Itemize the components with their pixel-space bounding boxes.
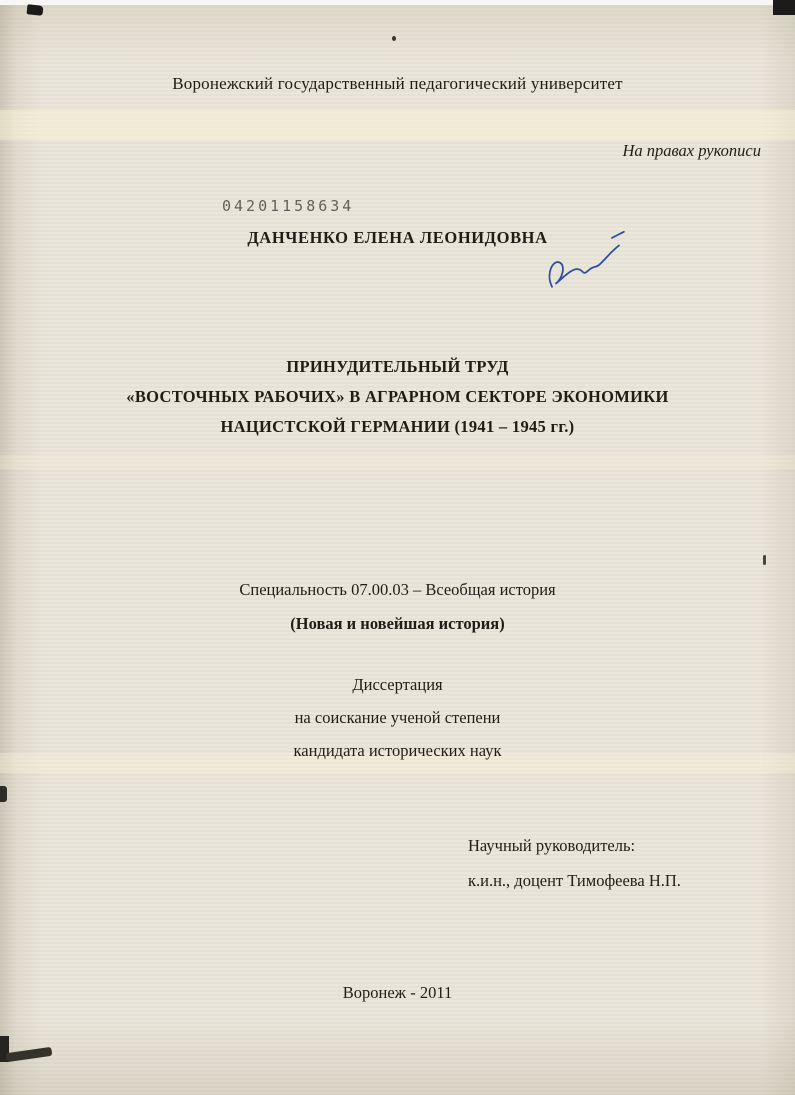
supervisor-block	[468, 828, 681, 898]
supervisor-label: Научный руководитель:	[468, 836, 636, 855]
title-line-3: НАЦИСТСКОЙ ГЕРМАНИИ (1941 – 1945 гг.)	[220, 417, 575, 436]
dissertation-title	[0, 352, 795, 442]
scan-speck	[392, 36, 396, 41]
scan-tick-right-edge	[763, 555, 766, 565]
dissertation-line-3: кандидата исторических наук	[293, 741, 502, 760]
specialty-block	[0, 573, 795, 641]
scan-streak-bottom-left	[6, 1047, 53, 1062]
title-line-2: «ВОСТОЧНЫХ РАБОЧИХ» В АГРАРНОМ СЕКТОРЕ ЭКОНОМИКИ	[126, 387, 669, 406]
scan-blot-left-edge	[0, 786, 7, 802]
university-name: Воронежский государственный педагогический университет	[172, 74, 623, 93]
scan-edge-top	[0, 0, 795, 5]
scan-band-artifact	[0, 110, 795, 140]
title-line-1: ПРИНУДИТЕЛЬНЫЙ ТРУД	[286, 357, 509, 376]
dissertation-line-1: Диссертация	[352, 675, 443, 694]
registration-stamp-number: 04201158634	[222, 197, 355, 215]
supervisor-name: к.и.н., доцент Тимофеева Н.П.	[468, 871, 681, 890]
scan-band-artifact	[0, 455, 795, 469]
manuscript-rights-note: На правах рукописи	[622, 141, 761, 160]
specialty-line-2: (Новая и новейшая история)	[290, 614, 505, 633]
dissertation-degree-block	[0, 668, 795, 767]
dissertation-line-2: на соискание ученой степени	[294, 708, 501, 727]
specialty-line-1: Специальность 07.00.03 – Всеобщая история	[239, 580, 556, 599]
scan-blot-top-left	[27, 4, 44, 16]
city-and-year: Воронеж - 2011	[342, 983, 453, 1002]
author-name: ДАНЧЕНКО ЕЛЕНА ЛЕОНИДОВНА	[247, 228, 548, 247]
scan-blot-top-right	[773, 0, 795, 15]
